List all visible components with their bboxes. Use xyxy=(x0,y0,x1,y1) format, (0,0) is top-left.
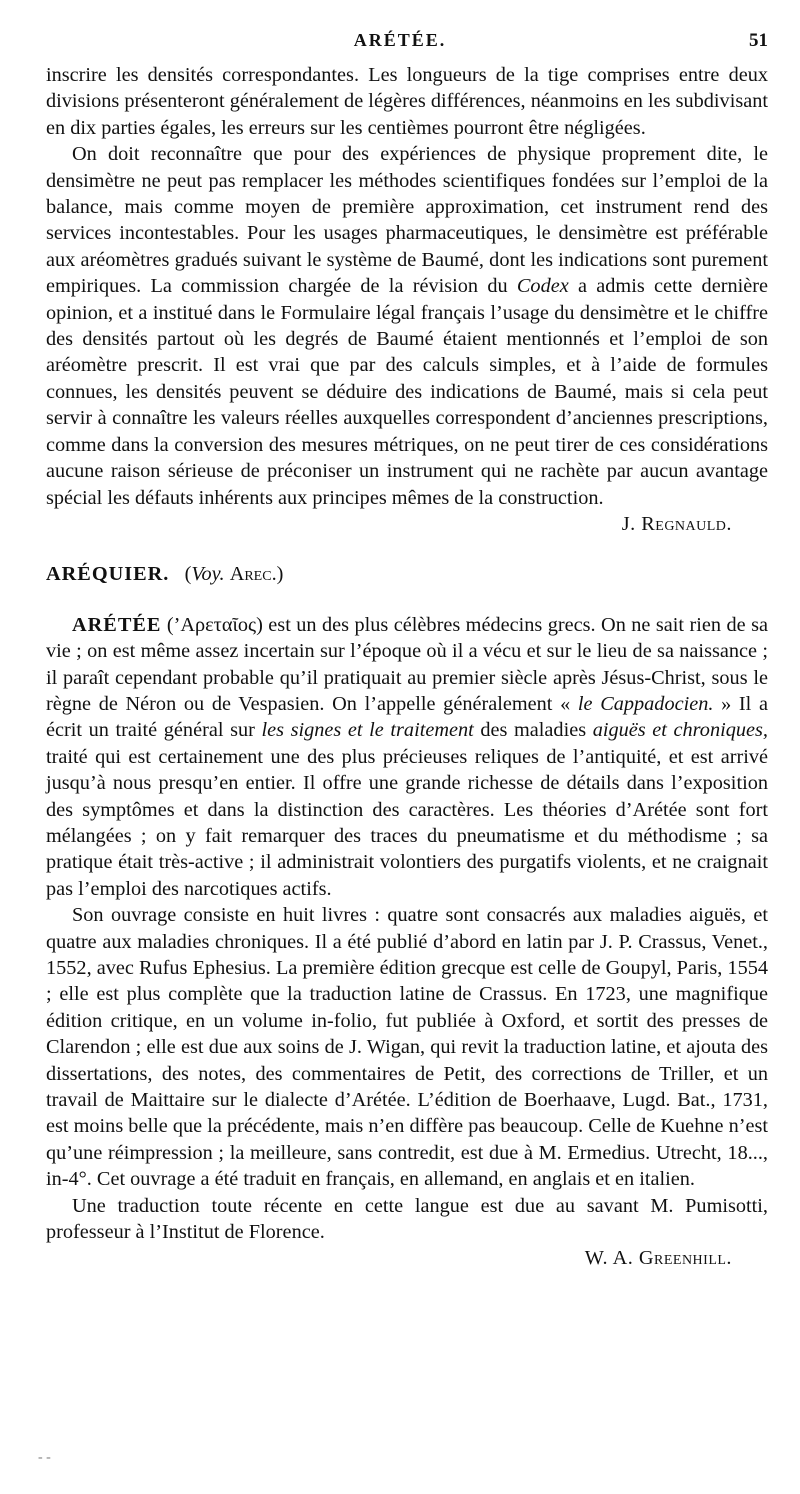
densimetre-paragraph-1 xyxy=(46,62,768,141)
densimetre-paragraph-2 xyxy=(46,141,768,537)
aretee-p2-text: Son ouvrage consiste en huit livres : quatre sont consacrés aux maladies aiguës, et quatre aux maladies chroniques. Il a été publié d’abord en latin par J. P. Crassus, Venet., 1552, avec Rufus Ephesius. La première édition grecque est celle de Goupyl, Paris, 1554 ; elle est plus complète que la traduction latine de Crassus. En 1723, une magnifique édition critique, en un volume in-folio, fut publiée à Oxford, et sortit des presses de Clarendon ; elle est due aux soins de J. Wigan, qui revit la traduction latine, et ajouta des dissertations, des notes, des commentaires de Petit, des corrections de Triller, et un travail de Maittaire sur le dialecte d’Arétée. L’édition de Boerhaave, Lugd. Bat., 1731, est moins belle que la précédente, mais n’en diffère pas beaucoup. Celle de Kuehne n’est qu’une réimpression ; la meilleure, sans contredit, est due à M. Ermedius. Utrecht, 18..., in-4°. Cet ouvrage a été traduit en français, en allemand, en anglais et en italien. xyxy=(46,904,768,1191)
footer-mark: - - xyxy=(38,1450,51,1465)
arequier-ref-target: Arec xyxy=(229,563,272,586)
greenhill-signature-line xyxy=(46,1245,732,1271)
regnauld-signature: J. Regnauld. xyxy=(621,512,732,535)
running-title: ARÉTÉE. xyxy=(353,30,447,50)
arequier-ref-close: .) xyxy=(271,563,284,586)
aigues-italic: aiguës et chroniques, xyxy=(592,719,768,742)
arequier-ref-voy: Voy. xyxy=(191,563,225,586)
section-gap xyxy=(46,537,768,561)
arequier-ref-open: ( xyxy=(184,563,192,586)
codex-title: Codex xyxy=(516,275,569,298)
aretee-headword: ARÉTÉE xyxy=(72,613,162,636)
running-head xyxy=(0,30,800,58)
densimetre-p2b-text: a admis cette dernière opinion, et a institué dans le Formulaire légal français l’usage du densimètre et le chiffre des densités partout où les degrés de Baumé étaient mentionnés et l’emploi de son aréomètre prescrit. Il est vrai que par des calculs simples, et à l’aide de formules connues, les densités peuvent se déduire des indications de Baumé, mais si cela peut servir à connaître les valeurs réelles auxquelles correspondent d’anciennes prescriptions, comme dans la conversion des mesures métriques, on ne peut tirer de ces considérations aucune raison sérieuse de préconiser un instrument qui ne rachète par aucun avantage spécial les défauts inhérents aux principes mêmes de la construction. xyxy=(46,275,768,509)
aretee-p1c: des maladies xyxy=(480,719,587,742)
densimetre-p2-text: On doit reconnaître que pour des expériences de physique proprement dite, le densimètre ne peut pas remplacer les méthodes scientifiques fondées sur l’emploi de la balance, mais comme moyen de première approximation, cet instrument rend des services incontestables. Pour les usages pharmaceutiques, le densimètre est préférable aux aréomètres gradués suivant le système de Baumé, dont les indications sont purement empiriques. La commission chargée de la révision du xyxy=(46,143,768,298)
section-gap xyxy=(46,588,768,612)
densimetre-p1-text: inscrire les densités correspondantes. Les longueurs de la tige comprises entre deux divisions présenteront généralement de légères différences, néanmoins en les subdivisant en dix parties égales, les erreurs sur les centièmes pourront être négligées. xyxy=(46,64,768,139)
regnauld-signature-line xyxy=(46,511,732,537)
aretee-p1a: est un des plus célèbres médecins grecs. On ne sait rien de sa vie ; on est même assez incertain sur l’époque où il a vécu et sur le lieu de sa naissance ; il paraît cependant probable qu’il pratiquait au premier siècle après Jésus-Christ, sous le règne de Néron ou de Vespasien. On l’appelle généralement « xyxy=(46,613,768,715)
body-text xyxy=(46,62,768,1272)
arequier-headword: ARÉQUIER. xyxy=(46,563,170,586)
aretee-paragraph-2 xyxy=(46,902,768,1192)
aretee-greek-name: (’Αρεταῖος) xyxy=(166,613,263,636)
signes-italic: les signes et le traitement xyxy=(261,719,474,742)
aretee-paragraph-1 xyxy=(46,612,768,902)
aretee-p1d: traité qui est certainement une des plus précieuses reliques de l’antiquité, et est arrivé jusqu’à nous presqu’en entier. Il offre une grande richesse de détails dans l’exposition des symptômes et dans la distinction des caractères. Les théories d’Arétée sont fort mélangées ; on y fait remarquer des traces du pneumatisme et du méthodisme ; sa pratique était très-active ; il administrait volontiers des purgatifs violents, et ne craignait pas l’emploi des narcotiques actifs. xyxy=(46,745,768,900)
aretee-paragraph-3 xyxy=(46,1193,768,1272)
arequier-entry xyxy=(46,561,768,587)
aretee-p3-text: Une traduction toute récente en cette langue est due au savant M. Pumisotti, professeur à l’Institut de Florence. xyxy=(46,1194,768,1244)
aretee-p1b: » Il a écrit un traité général sur xyxy=(46,692,768,742)
cappadocien-italic: le Cappadocien. xyxy=(577,692,714,715)
greenhill-signature: W. A. Greenhill. xyxy=(584,1247,732,1270)
page-number: 51 xyxy=(749,30,768,51)
